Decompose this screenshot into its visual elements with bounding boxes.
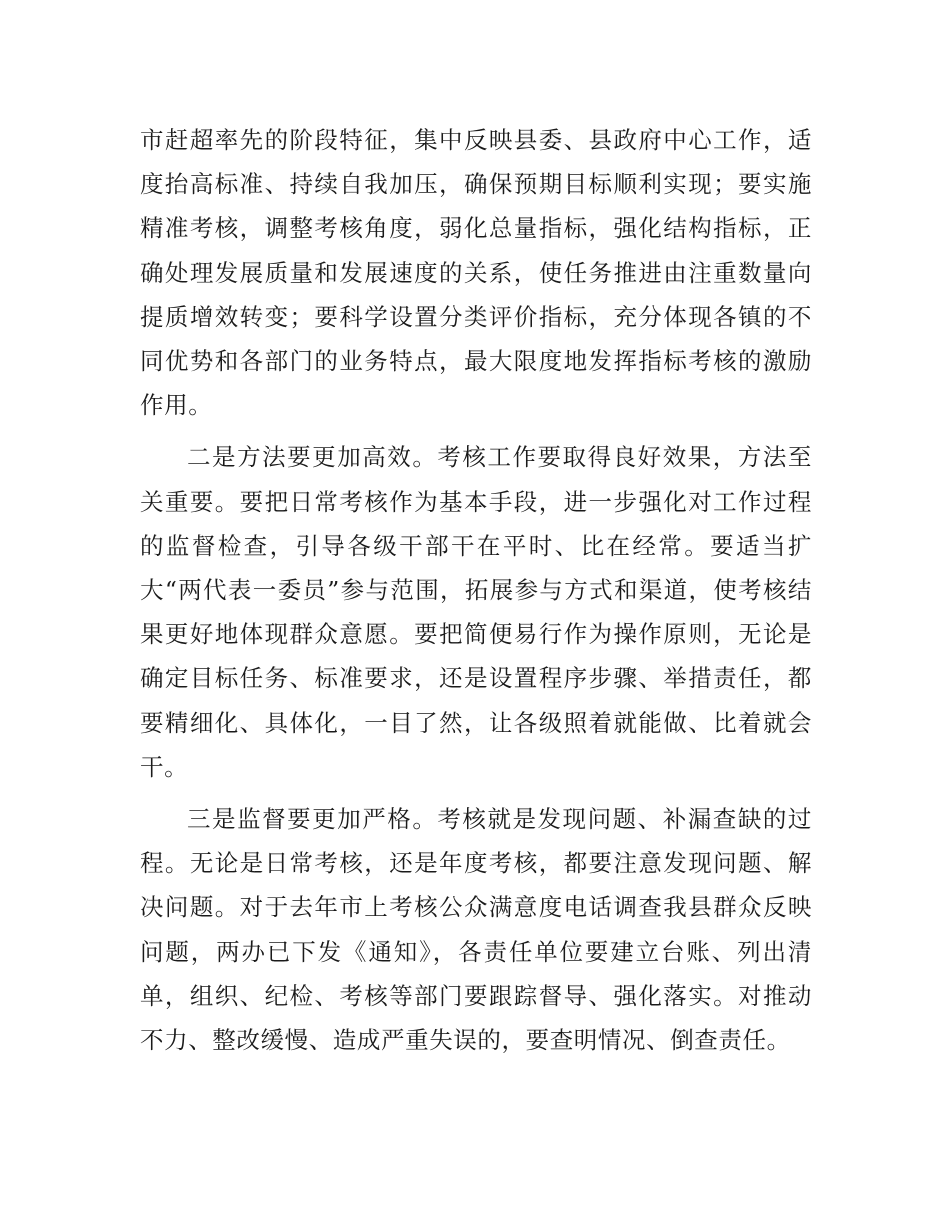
paragraph-supervision: 三是监督要更加严格。考核就是发现问题、补漏查缺的过程。无论是日常考核，还是年度考核，都要注意发现问题、解决问题。对于去年市上考核公众满意度电话调查我县群众反映问题，两办已下发《通知》，各责任单位要建立台账、列出清单，组织、纪检、考核等部门要跟踪督导、强化落实。对推动不力、整改缓慢、造成严重失误的，要查明情况、倒查责任。 [140, 805, 812, 1055]
paragraph-methods: 二是方法要更加高效。考核工作要取得良好效果，方法至关重要。要把日常考核作为基本手段，进一步强化对工作过程的监督检查，引导各级干部干在平时、比在经常。要适当扩大“两代表一委员”参与范围，拓展参与方式和渠道，使考核结果更好地体现群众意愿。要把简便易行作为操作原则，无论是确定目标任务、标准要求，还是设置程序步骤、举措责任，都要精细化、具体化，一目了然，让各级照着就能做、比着就会干。 [140, 443, 812, 781]
document-body [140, 118, 812, 1062]
paragraph-continuation: 市赶超率先的阶段特征，集中反映县委、县政府中心工作，适度抬高标准、持续自我加压，确保预期目标顺利实现；要实施精准考核，调整考核角度，弱化总量指标，强化结构指标，正确处理发展质量和发展速度的关系，使任务推进由注重数量向提质增效转变；要科学设置分类评价指标，充分体现各镇的不同优势和各部门的业务特点，最大限度地发挥指标考核的激励作用。 [140, 126, 812, 420]
